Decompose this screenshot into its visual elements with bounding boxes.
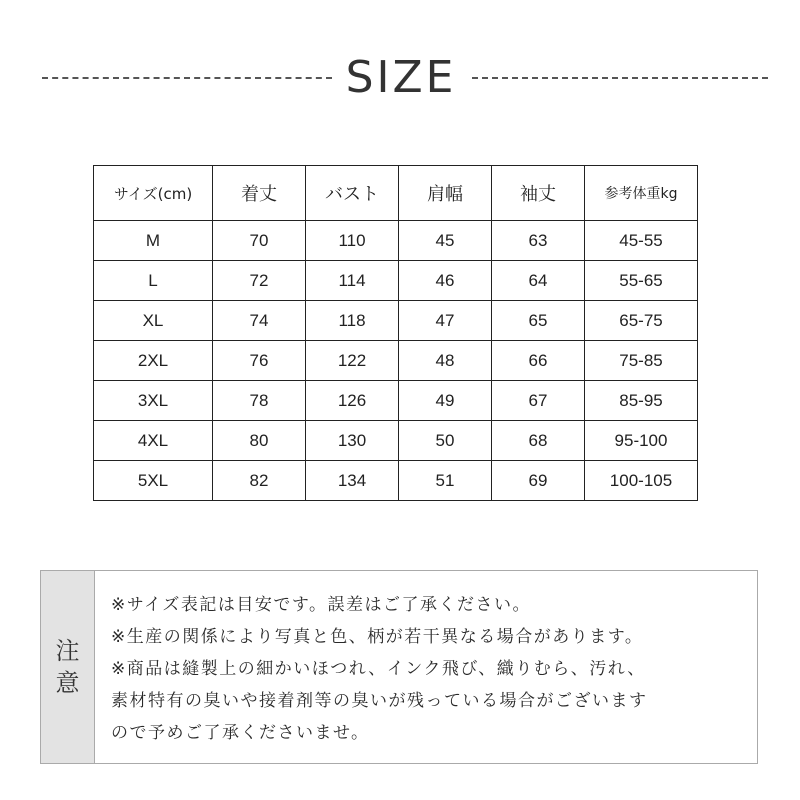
table-cell: 45 [399,221,492,261]
page-title: SIZE [345,52,457,103]
table-cell: 55-65 [585,261,698,301]
table-cell: 50 [399,421,492,461]
size-table [93,165,698,501]
table-cell: 80 [213,421,306,461]
table-cell: 75-85 [585,341,698,381]
table-cell: 110 [306,221,399,261]
table-cell: 69 [492,461,585,501]
table-row [94,461,698,501]
table-cell: XL [94,301,213,341]
table-cell: 47 [399,301,492,341]
table-cell: 66 [492,341,585,381]
note-line: 素材特有の臭いや接着剤等の臭いが残っている場合がございます [111,691,648,711]
table-cell: 82 [213,461,306,501]
table-cell: 68 [492,421,585,461]
table-row [94,261,698,301]
table-cell: 100-105 [585,461,698,501]
table-cell: 48 [399,341,492,381]
note-line: ので予めご了承くださいませ。 [111,723,370,743]
column-header-weight: 参考体重kg [585,166,698,221]
table-cell: 65-75 [585,301,698,341]
table-cell: 134 [306,461,399,501]
table-cell: 74 [213,301,306,341]
notes-label-char: 意 [55,669,80,697]
table-cell: 70 [213,221,306,261]
table-row [94,341,698,381]
table-cell: 67 [492,381,585,421]
table-cell: 46 [399,261,492,301]
table-cell: 122 [306,341,399,381]
column-header-shoulder: 肩幅 [399,166,492,221]
table-cell: 118 [306,301,399,341]
table-cell: 72 [213,261,306,301]
table-cell: 64 [492,261,585,301]
dashed-divider-right [472,77,768,79]
table-cell: 65 [492,301,585,341]
table-cell: 76 [213,341,306,381]
table-cell: L [94,261,213,301]
column-header-size: サイズ(cm) [94,166,213,221]
table-cell: 5XL [94,461,213,501]
notes-label [41,571,95,763]
table-cell: 114 [306,261,399,301]
table-cell: M [94,221,213,261]
notes-label-char: 注 [55,637,80,665]
table-cell: 78 [213,381,306,421]
column-header-bust: バスト [306,166,399,221]
notes-box [40,570,758,764]
notes-body [111,589,749,749]
table-cell: 45-55 [585,221,698,261]
table-cell: 3XL [94,381,213,421]
table-cell: 4XL [94,421,213,461]
table-cell: 95-100 [585,421,698,461]
table-cell: 130 [306,421,399,461]
table-cell: 85-95 [585,381,698,421]
table-row [94,301,698,341]
table-row [94,381,698,421]
table-header-row [94,166,698,221]
table-cell: 126 [306,381,399,421]
column-header-length: 着丈 [213,166,306,221]
note-line: ※生産の関係により写真と色、柄が若干異なる場合があります。 [111,627,644,647]
dashed-divider-left [42,77,332,79]
note-line: ※サイズ表記は目安です。誤差はご了承ください。 [111,595,532,615]
table-cell: 63 [492,221,585,261]
table-cell: 2XL [94,341,213,381]
table-cell: 51 [399,461,492,501]
column-header-sleeve: 袖丈 [492,166,585,221]
table-row [94,221,698,261]
note-line: ※商品は縫製上の細かいほつれ、インク飛び、織りむら、汚れ、 [111,659,646,679]
table-cell: 49 [399,381,492,421]
table-row [94,421,698,461]
size-header [0,48,800,108]
